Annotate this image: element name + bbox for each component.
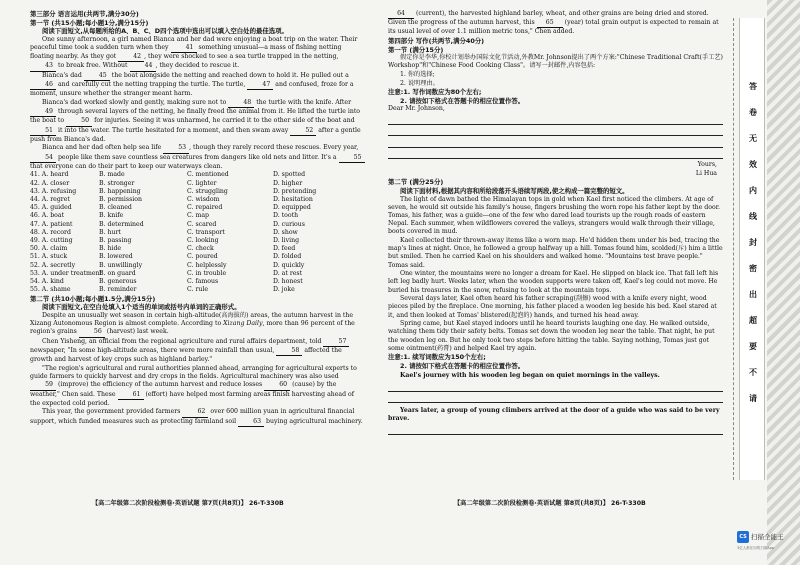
option-d[interactable]: D. curious bbox=[273, 220, 305, 228]
blank-47[interactable]: 47 bbox=[247, 81, 273, 90]
passage-text: "The region's agricultural and rural authorities planned ahead, arranging for agricultural experts to guide farmers to quickly harvest and dry crops in the fields. Agricultural machinery was also used bbox=[30, 365, 357, 381]
writing1-point-1: 1. 你的选择; bbox=[400, 70, 435, 78]
option-a[interactable]: 53. A. under treatment bbox=[30, 269, 103, 277]
writing1-title: 第一节 (满分15分) bbox=[388, 45, 444, 54]
binding-char: 卷 bbox=[749, 108, 757, 117]
cloze-paragraph bbox=[30, 36, 365, 72]
fill-paragraph bbox=[30, 338, 365, 365]
binding-char: 请 bbox=[749, 394, 757, 403]
blank-53[interactable]: 53 bbox=[163, 144, 189, 153]
story-paragraph: Kael collected their thrown-away items like a worn map. He'd hidden them under his bed, tracing the map's lines at night. Once, he followed a group halfway up a hill. Tomas found him, scolded(斥) him a little but smiled. Then he carried Kael on his shoulders and walked home. "Mountains test brave people." Tomas said. bbox=[388, 236, 723, 269]
option-b[interactable]: B. on guard bbox=[99, 269, 136, 277]
blank-60[interactable]: 60 bbox=[264, 381, 290, 390]
cloze-paragraph bbox=[30, 99, 365, 144]
passage-text: , though they rarely record these rescues. Every year, bbox=[189, 144, 359, 152]
cloze-options bbox=[30, 171, 365, 294]
option-a[interactable]: 43. A. refusing bbox=[30, 187, 77, 195]
binding-margin bbox=[739, 18, 765, 480]
option-b[interactable]: B. determined bbox=[99, 220, 144, 228]
passage-text: One sunny afternoon, a girl named Bianca and her dad were enjoying a boat trip on the water. Their peaceful time took a sudden turn when they bbox=[30, 35, 358, 51]
passage-text: buying agricultural machinery. bbox=[264, 417, 363, 425]
scanner-app-name: 扫描全能王 bbox=[751, 533, 784, 541]
blank-58[interactable]: 58 bbox=[276, 347, 302, 356]
option-c[interactable]: C. famous bbox=[187, 278, 219, 286]
fill-paragraph bbox=[30, 408, 365, 426]
blank-61[interactable]: 61 bbox=[118, 391, 144, 400]
passage-text: over 600 million yuan in agricultural financial support, which funded measures such as protecting farmland soil bbox=[30, 408, 355, 425]
option-d[interactable]: D. equipped bbox=[273, 204, 311, 212]
continuation-paragraph-2-opening: Years later, a group of young climbers arrived at the door of a guide who was said to be very brave. bbox=[388, 407, 720, 423]
passage-text: affected the growth and harvest of key crops such as highland barley." bbox=[30, 347, 342, 364]
binding-char: 答 bbox=[749, 82, 757, 91]
passage-text: (improve) the efficiency of the autumn harvest and reduce losses bbox=[56, 381, 265, 389]
writing1-note-1: 注意:1. 写作词数应为80个左右; bbox=[388, 88, 482, 97]
passage-text: people like them save countless sea creatures from dangers like old nets and litter. It's a bbox=[56, 153, 339, 161]
option-c[interactable]: C. lighter bbox=[187, 179, 217, 187]
fill-paragraph bbox=[30, 365, 365, 408]
continuation-paragraph-1-opening: Kael's journey with his wooden leg began on quiet mornings in the valleys. bbox=[400, 372, 660, 380]
option-d[interactable]: D. joke bbox=[273, 286, 295, 294]
option-c[interactable]: C. poured bbox=[187, 253, 218, 261]
story-paragraph: The light of dawn bathed the Himalayan tops in gold when Kael first noticed the climbers. At age of seven, he would sit outside his family's house, fingers brushing the worn rope his father kept by the door. Tomas, his father, was a guide—one of the few who dared lead tourists up the rough roads of eastern Nepal. Each summer, when wildflowers covered the valleys, strangers would walk through their village, boots covered in mud. bbox=[388, 195, 720, 236]
cloze-paragraph bbox=[30, 144, 365, 171]
blank-55[interactable]: 55 bbox=[339, 154, 365, 163]
option-d[interactable]: D. folded bbox=[273, 253, 302, 261]
binding-char: 效 bbox=[749, 160, 757, 169]
option-d[interactable]: D. living bbox=[273, 237, 300, 245]
writing2-note-2: 2. 请按如下格式在答题卡的相应位置作答。 bbox=[400, 361, 525, 370]
option-d[interactable]: D. quickly bbox=[273, 261, 305, 269]
blank-51[interactable]: 51 bbox=[30, 127, 56, 136]
option-b[interactable]: B. stronger bbox=[99, 179, 135, 187]
story-paragraph: One winter, the mountains were no longer a dream for Kael. He slipped on black ice. That fall left his left leg badly hurt. Weeks later, when the wooden supports were taken off, Kael's leg could not move. He buried his treasures in the snow, refusing to look at the mountain tops. bbox=[388, 270, 719, 294]
passage-text: after a gentle push from Bianca's dad. bbox=[30, 126, 361, 143]
binding-char: 无 bbox=[749, 134, 757, 143]
passage-text: (cause) by the weather," Chen said. These bbox=[30, 381, 337, 398]
option-c[interactable]: C. struggling bbox=[187, 187, 228, 195]
option-c[interactable]: C. looking bbox=[187, 237, 219, 245]
option-a[interactable]: 44. A. regret bbox=[30, 196, 70, 203]
passage-text: the boat alongside the netting and reached down to hold it. He pulled out a bbox=[109, 71, 349, 79]
option-a[interactable]: 55. A. shame bbox=[30, 286, 71, 294]
passage-text: and confused, froze for a moment, unsure whether the stranger meant harm. bbox=[30, 81, 354, 98]
option-d[interactable]: D. tooth bbox=[273, 212, 299, 220]
binding-char: 要 bbox=[749, 342, 757, 351]
scanner-watermark bbox=[737, 530, 797, 560]
blank-54[interactable]: 54 bbox=[30, 154, 56, 163]
option-d[interactable]: D. feed bbox=[273, 245, 296, 253]
option-a[interactable]: 49. A. cutting bbox=[30, 237, 73, 245]
blank-41[interactable]: 41 bbox=[171, 44, 197, 53]
fill-passage bbox=[30, 312, 365, 427]
page-edge bbox=[767, 0, 800, 565]
blank-45[interactable]: 45 bbox=[84, 72, 110, 81]
binding-char: 封 bbox=[749, 238, 757, 247]
fill-passage-continued: 64 (current), the harvested highland barley, wheat, and other grains are being dried and stored. Given the progress of the autumn harvest, this 65 (year) total grain output is expected to remain at its usual level of over 1.1 million metric tons," Chen added. bbox=[388, 10, 719, 36]
writing1-instruction: 假定你是李华,你校计划举办国际文化节活动,外教Mr. Johnson提出了两个方案:"Chinese Traditional Craft(手工艺) Workshop"和"Chinese Food Cooking Class"。请写一封邮件,内容包括: bbox=[388, 54, 723, 70]
binding-char: 不 bbox=[749, 368, 757, 377]
passage-text: , more than 96 percent of the region's grains bbox=[30, 320, 355, 336]
option-b[interactable]: B. reminder bbox=[99, 286, 137, 294]
binding-char: 超 bbox=[749, 316, 757, 325]
option-b[interactable]: B. generous bbox=[99, 278, 137, 286]
part3-title: 第三部分 语言运用(共两节,满分30分) bbox=[30, 10, 139, 18]
answer-line[interactable] bbox=[388, 392, 723, 403]
blank-43[interactable]: 43 bbox=[30, 62, 56, 71]
page-8 bbox=[388, 10, 723, 435]
option-c[interactable]: C. mentioned bbox=[187, 171, 229, 179]
option-b[interactable]: B. lowered bbox=[99, 253, 133, 261]
passage-text: Chen Yisheng, an official from the regional agriculture and rural affairs department, told bbox=[42, 338, 324, 346]
blank-65[interactable]: 65 bbox=[537, 19, 563, 28]
option-a[interactable]: 41. A. heard bbox=[30, 171, 69, 179]
binding-char: 密 bbox=[749, 264, 757, 273]
option-c[interactable]: C. repaired bbox=[187, 204, 223, 212]
passage-text: newspaper, "In some high-altitude areas, there were more rainfall than usual, bbox=[30, 347, 277, 355]
binding-char: 出 bbox=[749, 290, 757, 299]
option-a[interactable]: 48. A. record bbox=[30, 228, 71, 236]
writing2-note-1: 注意:1. 续写词数应为150个左右; bbox=[388, 353, 486, 362]
option-b[interactable]: B. happening bbox=[99, 187, 141, 195]
option-d[interactable]: D. higher bbox=[273, 179, 303, 187]
fill-paragraph bbox=[30, 312, 365, 338]
option-c[interactable]: C. rule bbox=[187, 286, 209, 294]
blank-59[interactable]: 59 bbox=[30, 381, 56, 390]
option-b[interactable]: B. passing bbox=[99, 237, 132, 245]
answer-line[interactable] bbox=[388, 137, 723, 148]
passage-text: Despite an unusually wet season in certain high-altitude(高海拔的) areas, the autumn harvest in the Xizang Autonomous Region is almost complete. According to bbox=[30, 312, 354, 328]
option-b[interactable]: B. hide bbox=[99, 245, 122, 253]
option-c[interactable]: C. helplessly bbox=[187, 261, 227, 269]
blank-62[interactable]: 62 bbox=[182, 408, 208, 417]
writing1-note-2: 2. 请按如下格式在答题卡的相应位置作答。 bbox=[400, 96, 525, 105]
passage-text: , they decided to rescue it. bbox=[155, 62, 240, 70]
passage-text: the turtle with the knife. After bbox=[254, 98, 352, 106]
option-b[interactable]: B. permission bbox=[99, 196, 142, 203]
scanner-tagline: 3亿人都在用的扫描App bbox=[737, 546, 775, 550]
cloze-passage bbox=[30, 36, 365, 171]
letter-closing: Yours, bbox=[697, 161, 717, 169]
option-c[interactable]: C. check bbox=[187, 245, 214, 253]
option-a[interactable]: 46. A. boat bbox=[30, 212, 65, 220]
answer-line[interactable] bbox=[388, 125, 723, 136]
option-b[interactable]: B. made bbox=[99, 171, 125, 179]
binding-char: 内 bbox=[749, 186, 757, 195]
option-d[interactable]: D. show bbox=[273, 228, 298, 236]
passage-text: , they were shocked to see a sea turtle trapped in the netting, bbox=[144, 53, 339, 61]
blank-57[interactable]: 57 bbox=[323, 338, 349, 347]
option-d[interactable]: D. hesitation bbox=[273, 196, 313, 203]
blank-50[interactable]: 50 bbox=[66, 117, 92, 126]
passage-text: that everyone can do their part to keep our waterways clean. bbox=[30, 162, 223, 170]
option-a[interactable]: 50. A. claim bbox=[30, 245, 68, 253]
letter-salutation: Dear Mr. Johnson, bbox=[388, 105, 445, 113]
writing2-instruction: 阅读下面材料,根据其内容和所给段落开头语续写两段,使之构成一篇完整的短文。 bbox=[400, 186, 629, 195]
writing1-point-2: 2. 说明理由。 bbox=[400, 79, 439, 87]
passage-text: This year, the government provided farmers bbox=[42, 408, 183, 416]
option-d[interactable]: D. at rest bbox=[273, 269, 303, 277]
passage-text: and carefully cut the netting trapping the turtle. The turtle, bbox=[56, 81, 248, 89]
story-paragraph: Spring came, but Kael stayed indoors until he heard tourists laughing one day. He walked outside, watching them tidy their safety belts. Tomas set down the wooden leg near the table. That night, he put the wooden leg on. But he only took two steps before hitting the table. Saying nothing, Tomas just got some ointment(药膏) and helped Kael try again. bbox=[388, 320, 715, 352]
section1-instruction: 阅读下面短文,从每题所给的A、B、C、D四个选项中选出可以填入空白处的最佳选项。 bbox=[42, 27, 288, 36]
seal-line bbox=[733, 18, 734, 480]
passage-text: something unusual—a mass of fishing netting floating nearby. As they got bbox=[30, 43, 342, 61]
page-7 bbox=[30, 10, 365, 427]
blank-63[interactable]: 63 bbox=[238, 418, 264, 427]
passage-text: to break free. Without bbox=[56, 62, 130, 70]
passage-text: (harvest) last week. bbox=[104, 328, 169, 336]
option-a[interactable]: 47. A. patient bbox=[30, 220, 73, 228]
writing2-title: 第二节 (满分25分) bbox=[388, 178, 444, 187]
part4-title: 第四部分 写作(共两节,满分40分) bbox=[388, 37, 485, 45]
blank-64[interactable]: 64 bbox=[388, 10, 414, 19]
blank-46[interactable]: 46 bbox=[30, 81, 56, 90]
passage-text: Bianca's dad worked slowly and gently, making sure not to bbox=[42, 98, 229, 106]
option-c[interactable]: C. scared bbox=[187, 220, 217, 228]
blank-49[interactable]: 49 bbox=[30, 108, 56, 117]
answer-line[interactable] bbox=[388, 114, 723, 125]
option-b[interactable]: B. hurt bbox=[99, 228, 121, 236]
footer-page-8: 【高二年级第二次阶段检测卷·英语试题 第8页(共8页)】 26-T-330B bbox=[454, 500, 646, 507]
option-d[interactable]: D. spotted bbox=[273, 171, 306, 179]
passage-text: through several layers of the netting, he finally freed the animal from it. He lifted the turtle into the boat to bbox=[30, 108, 361, 125]
option-a[interactable]: 54. A. kind bbox=[30, 278, 64, 286]
cloze-paragraph bbox=[30, 72, 365, 99]
story-paragraph: Several days later, Kael often heard his father scraping(刮擦) wood with a knife every night, wood pieces piled by the fireplace. One morning, his father placed a wooden leg beside his bed. Kael stared at it, and then looked at Tomas' blistered(起泡的) hands, and turned his head away. bbox=[388, 295, 717, 319]
passage-text: it into the water. The turtle hesitated for a moment, and then swam away bbox=[56, 126, 291, 134]
answer-line[interactable] bbox=[388, 381, 723, 392]
newspaper-name: Xizang Daily bbox=[223, 320, 263, 328]
section1-title: 第一节 (共15小题;每小题1分,满分15分) bbox=[30, 18, 149, 27]
option-c[interactable]: C. in trouble bbox=[187, 269, 227, 277]
blank-48[interactable]: 48 bbox=[228, 99, 254, 108]
passage-text: (effort) have helped most farming areas finish harvesting ahead of the expected cold period. bbox=[30, 390, 355, 407]
footer-page-7: 【高二年级第二次阶段检测卷·英语试题 第7页(共8页)】 26-T-330B bbox=[92, 500, 284, 507]
blank-52[interactable]: 52 bbox=[290, 127, 316, 136]
passage-text: for injuries. Seeing it was unharmed, he carried it to the other side of the boat and bbox=[92, 117, 355, 125]
option-a[interactable]: 51. A. stuck bbox=[30, 253, 68, 261]
section2-title: 第二节 (共10小题;每小题1.5分,满分15分) bbox=[30, 294, 156, 303]
option-a[interactable]: 45. A. guided bbox=[30, 204, 72, 212]
option-b[interactable]: B. unwillingly bbox=[99, 261, 143, 269]
story-passage bbox=[388, 196, 723, 353]
scanner-logo-icon: CS bbox=[737, 531, 749, 543]
option-d[interactable]: D. honest bbox=[273, 278, 303, 286]
section2-instruction: 阅读下面短文,在空白处填入1个适当的单词或括号内单词的正确形式。 bbox=[42, 303, 241, 312]
blank-44[interactable]: 44 bbox=[130, 62, 156, 71]
answer-line[interactable] bbox=[388, 148, 723, 159]
option-c[interactable]: C. wisdom bbox=[187, 196, 220, 203]
blank-56[interactable]: 56 bbox=[79, 328, 105, 337]
option-d[interactable]: D. pretending bbox=[273, 187, 317, 195]
letter-signer: Li Hua bbox=[695, 169, 717, 177]
option-c[interactable]: C. transport bbox=[187, 228, 225, 236]
blank-42[interactable]: 42 bbox=[118, 53, 144, 62]
passage-text: Bianca and her dad often help sea life bbox=[42, 144, 164, 152]
option-a[interactable]: 42. A. closer bbox=[30, 179, 70, 187]
option-b[interactable]: B. knife bbox=[99, 212, 124, 220]
answer-line[interactable] bbox=[388, 424, 723, 435]
binding-char: 线 bbox=[749, 212, 757, 221]
passage-text: Bianca's dad bbox=[42, 71, 84, 79]
option-b[interactable]: B. cleaned bbox=[99, 204, 132, 212]
option-c[interactable]: C. map bbox=[187, 212, 209, 220]
option-a[interactable]: 52. A. secretly bbox=[30, 261, 76, 269]
